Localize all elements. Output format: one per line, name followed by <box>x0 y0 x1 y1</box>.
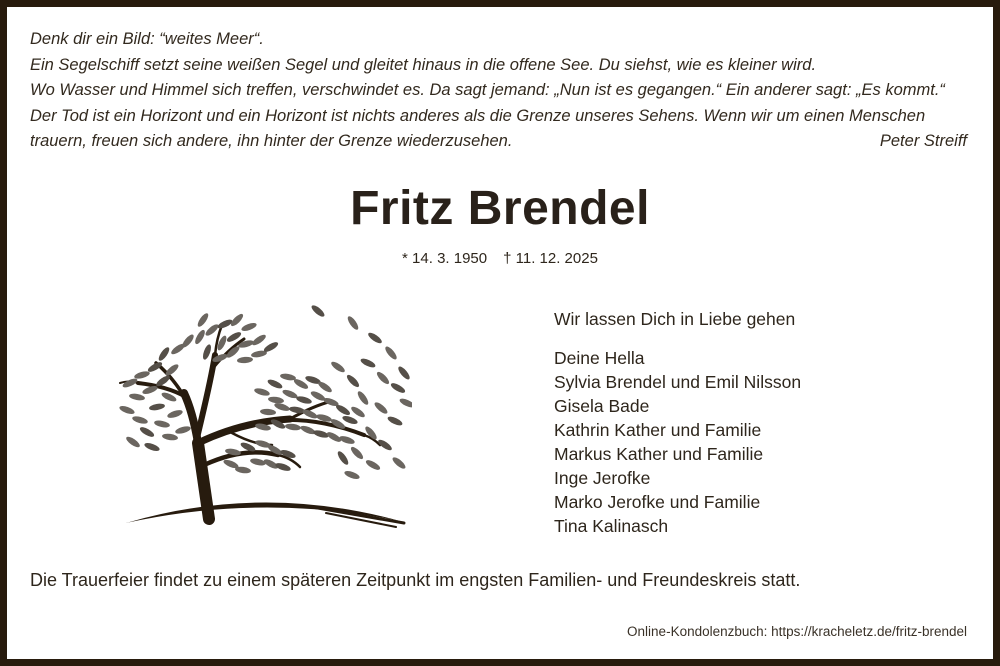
funeral-notice: Die Trauerfeier findet zu einem späteren Zeitpunkt im engsten Familien- und Freundeskreis statt. <box>30 570 801 590</box>
title-block <box>7 183 993 267</box>
life-dates <box>7 250 993 267</box>
ground-streak <box>312 507 404 523</box>
mourner-name: Inge Jerofke <box>554 468 651 488</box>
poem-line: Wo Wasser und Himmel sich treffen, verschwindet es. Da sagt jemand: „Nun ist es gegangen.“ Ein anderer sagt: „Es kommt.“ <box>30 81 945 99</box>
birth-date: * 14. 3. 1950 <box>402 249 488 267</box>
poem-line: Der Tod ist ein Horizont und ein Horizont ist nichts anderes als die Grenze unseres Sehens. Wenn wir um einen Menschen <box>30 106 926 125</box>
mourner-name: Tina Kalinasch <box>554 516 669 536</box>
condolence-book-line: Online-Kondolenzbuch: https://kracheletz.de/fritz-brendel <box>627 624 967 639</box>
farewell-heading: Wir lassen Dich in Liebe gehen <box>554 309 796 329</box>
mourner-name: Markus Kather und Familie <box>554 444 764 464</box>
poem-block <box>30 27 967 155</box>
mourner-name: Deine Hella <box>554 348 645 368</box>
poem-line: Ein Segelschiff setzt seine weißen Segel und gleitet hinaus in die offene See. Du siehst, wie es kleiner wird. <box>30 55 817 74</box>
windblown-tree-illustration <box>112 293 412 551</box>
windblown-tree-icon <box>112 293 412 551</box>
obituary-content <box>7 7 993 659</box>
poem-line-text: trauern, freuen sich andere, ihn hinter der Grenze wiederzusehen. <box>30 132 513 150</box>
mourner-name: Kathrin Kather und Familie <box>554 420 762 440</box>
mourners-list <box>554 346 801 538</box>
mourner-name: Gisela Bade <box>554 396 650 416</box>
mourner-name: Sylvia Brendel und Emil Nilsson <box>554 372 802 392</box>
mourner-name: Marko Jerofke und Familie <box>554 492 761 512</box>
poem-line <box>30 129 967 155</box>
farewell-block <box>554 307 801 538</box>
death-date: † 11. 12. 2025 <box>503 249 598 267</box>
deceased-name: Fritz Brendel <box>350 182 650 235</box>
poem-line: Denk dir ein Bild: “weites Meer“. <box>30 30 264 48</box>
poem-attribution: Peter Streiff <box>879 132 967 150</box>
